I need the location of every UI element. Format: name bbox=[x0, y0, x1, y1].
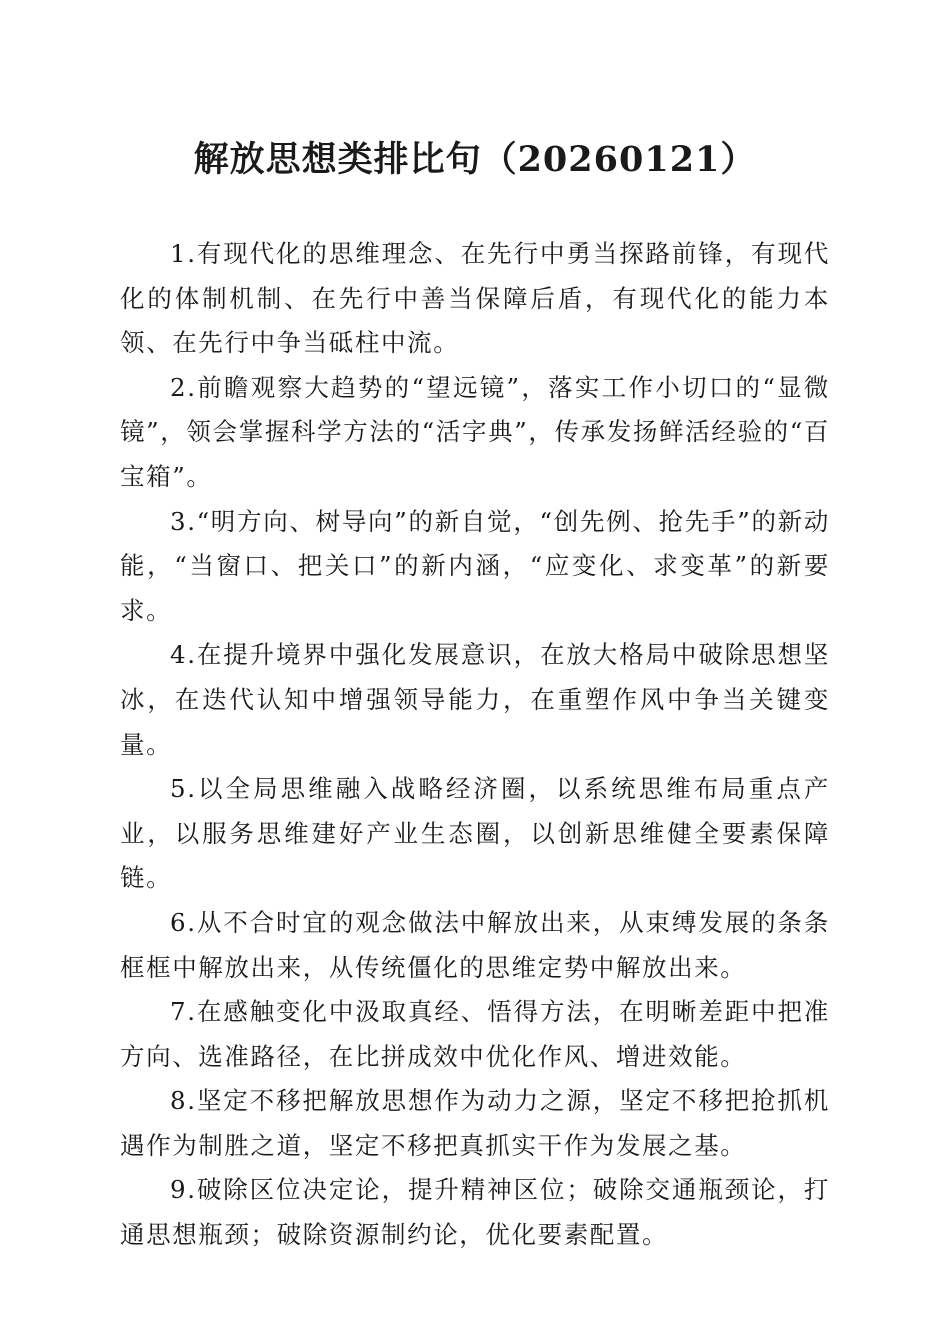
document-title: 解放思想类排比句（20260121） bbox=[193, 139, 757, 180]
paragraph-4: 4.在提升境界中强化发展意识，在放大格局中破除思想坚冰，在迭代认知中增强领导能力，在重塑作风中争当关键变量。 bbox=[120, 640, 830, 759]
paragraph-1: 1.有现代化的思维理念、在先行中勇当探路前锋，有现代化的体制机制、在先行中善当保障后盾，有现代化的能力本领、在先行中争当砥柱中流。 bbox=[120, 239, 830, 358]
paragraph-7: 7.在感触变化中汲取真经、悟得方法，在明晰差距中把准方向、选准路径，在比拼成效中优化作风、增进效能。 bbox=[120, 997, 830, 1071]
paragraph-9: 9.破除区位决定论，提升精神区位；破除交通瓶颈论，打通思想瓶颈；破除资源制约论，优化要素配置。 bbox=[120, 1175, 830, 1250]
document-body bbox=[120, 232, 830, 1258]
paragraph-8: 8.坚定不移把解放思想作为动力之源，坚定不移把抢抓机遇作为制胜之道，坚定不移把真抓实干作为发展之基。 bbox=[120, 1086, 830, 1160]
paragraph-3: 3.“明方向、树导向”的新自觉，“创先例、抢先手”的新动能，“当窗口、把关口”的新内涵，“应变化、求变革”的新要求。 bbox=[120, 506, 830, 625]
paragraph-5: 5.以全局思维融入战略经济圈，以系统思维布局重点产业，以服务思维建好产业生态圈，以创新思维健全要素保障链。 bbox=[120, 774, 830, 893]
paragraph-2: 2.前瞻观察大趋势的“望远镜”，落实工作小切口的“显微镜”，领会掌握科学方法的“活字典”，传承发扬鲜活经验的“百宝箱”。 bbox=[120, 372, 830, 491]
paragraph-6: 6.从不合时宜的观念做法中解放出来，从束缚发展的条条框框中解放出来，从传统僵化的思维定势中解放出来。 bbox=[120, 907, 830, 982]
